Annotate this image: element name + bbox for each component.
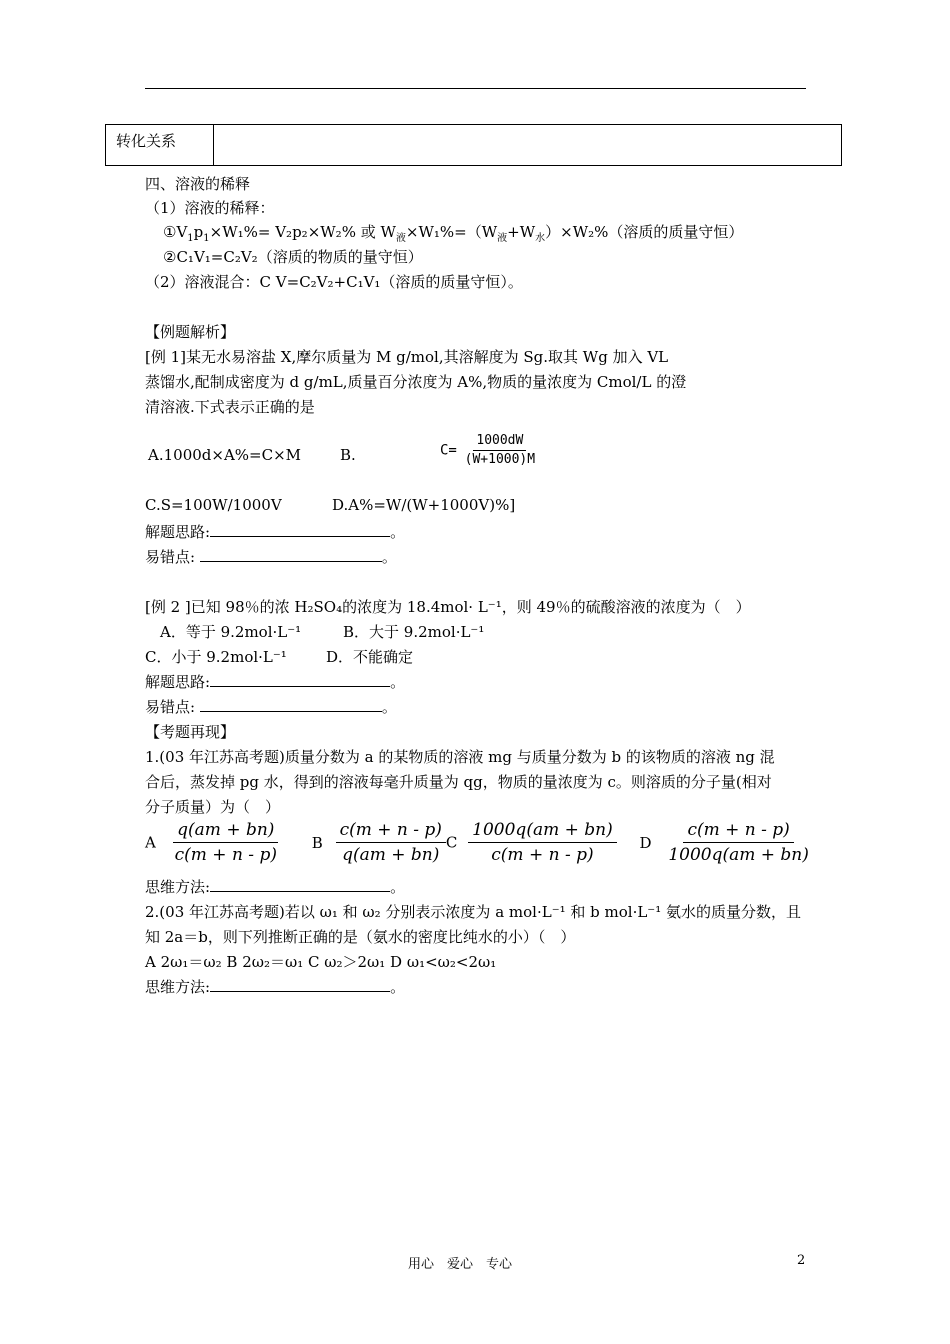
exam-q1-line2: 合后，蒸发掉 pg 水，得到的溶液每毫升质量为 qg，物质的量浓度为 c。则溶质的分子量(相对 [145,773,772,791]
dilution-formula-2: ②C₁V₁=C₂V₂（溶质的物质的量守恒） [163,248,423,266]
example2-option-b: B．大于 9.2mol·L⁻¹ [343,623,485,641]
example2-option-a: A．等于 9.2mol·L⁻¹ [160,623,302,641]
exam-q1-options: A $\frac{q(am + bn)}{c(m + n - p)}$ B $\frac{c(m + n - p)}{q(am + bn)}$ C $\frac{1000q(am + bn)}{c(m + n - p)}$ D $\frac{c(m + n - p)}{1000q(am + bn)}$ [145,820,809,865]
example1-option-c: C.S=100W/1000V [145,496,282,514]
section-title: 四、溶液的稀释 [145,175,251,193]
example2-pitfall: 易错点: 。 [145,698,397,716]
exam-q1-method: 思维方法: 。 [145,878,406,896]
footer-motto: 用心 爱心 专心 [408,1257,513,1272]
page-number: 2 [797,1253,806,1268]
exam-q1-line1: 1.(03 年江苏高考题)质量分数为 a 的某物质的溶液 mg 与质量分数为 b 的该物质的溶液 ng 混 [145,748,775,766]
relation-table [105,124,842,166]
dilution-formula-1: $①V_1p_1\times W_1\%= V_2p_2\times W_2\%$ 或 $W_液\times W_1\%=(W_液+W_水)\times W_2\%$（溶质的质量守恒） [163,223,744,244]
example1-line3: 清溶液.下式表示正确的是 [145,398,315,416]
example1-pitfall: 易错点: 。 [145,548,397,566]
example2-option-c: C．小于 9.2mol·L⁻¹ [145,648,287,666]
exam-q2-options: A 2ω₁＝ω₂ B 2ω₂＝ω₁ C ω₂＞2ω₁ D ω₁<ω₂<2ω₁ [145,953,497,971]
example2-option-d: D．不能确定 [326,648,414,666]
dilution-heading: （1）溶液的稀释： [145,199,275,217]
example1-option-b-label: B. [340,446,356,464]
exam-q2-line1: 2.(03 年江苏高考题)若以 ω₁ 和 ω₂ 分别表示浓度为 a mol·L⁻¹ 和 b mol·L⁻¹ 氨水的质量分数，且 [145,903,802,921]
mixing-formula: （2）溶液混合：C V=C₂V₂+C₁V₁（溶质的质量守恒）。 [145,273,523,291]
exam-q1-line3: 分子质量）为（ ） [145,798,281,816]
exam-q2-method: 思维方法: 。 [145,978,406,996]
example1-line2: 蒸馏水,配制成密度为 d g/mL,质量百分浓度为 A%,物质的量浓度为 Cmol/L 的澄 [145,373,687,391]
example1-option-b-formula: C= $\frac{1000dW}{(W+1000)M}$ [440,433,536,467]
example1-option-d: D.A%=W/(W+1000V)%] [332,496,516,514]
example1-option-a: A.1000d×A%=C×M [148,446,302,464]
exam-header: 【考题再现】 [145,723,236,741]
examples-header: 【例题解析】 [145,323,236,341]
table-divider [213,125,214,165]
example1-thinking: 解题思路: 。 [145,523,406,541]
example2-question: [例 2 ]已知 98％的浓 H₂SO₄的浓度为 18.4mol· L⁻¹，则 49％的硫酸溶液的浓度为（ ） [145,598,751,616]
table-label: 转化关系 [116,132,177,150]
header-rule [145,88,806,89]
exam-q2-line2: 知 2a＝b，则下列推断正确的是（氨水的密度比纯水的小）（ ） [145,928,576,946]
example1-line1: [例 1]某无水易溶盐 X,摩尔质量为 M g/mol,其溶解度为 Sg.取其 Wg 加入 VL [145,348,669,366]
example2-thinking: 解题思路: 。 [145,673,406,691]
